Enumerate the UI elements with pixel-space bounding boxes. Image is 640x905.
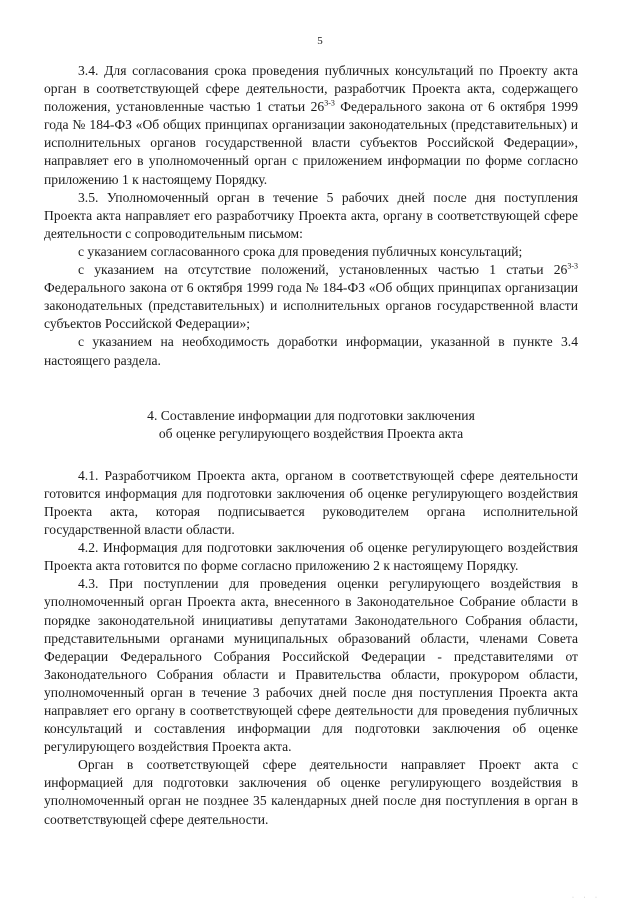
list-item-no-provisions-start: с указанием на отсутствие положений, установленных частью 1 статьи 26 [78, 262, 568, 278]
list-item-no-provisions [44, 261, 578, 333]
paragraph-4-3-continuation: Орган в соответствующей сфере деятельности направляет Проект акта с информацией для подготовки заключения об оценке регулирующего воздействия в уполномоченный орган не позднее 35 календарных дней после дня поступления в орган в соответствующей сфере деятельности. [44, 757, 578, 827]
paragraph-4-3: 4.3. При поступлении для проведения оценки регулирующего воздействия в уполномоченный орган Проекта акта, внесенного в Законодательное Собрание области в порядке законодательной инициативы депутатами Законодательного Собрания области, представительными органами муниципальных образований области, членами Совета Федерации Федерального Собрания Российской Федерации - представителями от Законодательного Собрания области и Правительства области, прокурором области, уполномоченный орган в течение 3 рабочих дней после дня поступления Проекта акта направляет его органу в соответствующей сфере деятельности для проведения публичных консультаций и составления информации для подготовки заключения об оценке регулирующего воздействия Проекта акта. [44, 576, 578, 755]
section-spacer [44, 443, 578, 467]
scan-marks: · · · [572, 895, 601, 901]
section-4-heading-line-1: 4. Составление информации для подготовки заключения [147, 407, 475, 423]
document-body [44, 62, 578, 829]
section-spacer [44, 370, 578, 394]
paragraph-3-5: 3.5. Уполномоченный орган в течение 5 рабочих дней после дня поступления Проекта акта направляет его разработчику Проекта акта, органу в соответствующей сфере деятельности с сопроводительным письмом: [44, 189, 578, 241]
list-item-approved-term: с указанием согласованного срока для проведения публичных консультаций; [78, 243, 523, 259]
section-4-heading-line-2: об оценке регулирующего воздействия Проекта акта [158, 425, 464, 441]
paragraph-3-4-text-start: 3.4. Для согласования срока проведения публичных консультаций по Проекту акта орган в соответствующей сфере деятельности, разработчик Проекта акта, содержащего положения, установленные частью 1 статьи 26 [44, 63, 578, 115]
page-number: 5 [317, 35, 323, 47]
list-item-revision: с указанием на необходимость доработки информации, указанной в пункте 3.4 настоящего раздела. [44, 334, 578, 368]
paragraph-3-4 [44, 62, 578, 189]
paragraph-4-1: 4.1. Разработчиком Проекта акта, органом в соответствующей сфере деятельности готовится информация для подготовки заключения об оценке регулирующего воздействия Проекта акта, которая подписывается руководителем органа исполнительной государственной власти области. [44, 467, 578, 538]
article-superscript: 3-3 [567, 261, 578, 271]
paragraph-4-2: 4.2. Информация для подготовки заключения об оценке регулирующего воздействия Проекта акта готовится по форме согласно приложению 2 к настоящему Порядку. [44, 540, 578, 574]
paragraph-3-4-text-end: Федерального закона от 6 октября 1999 года № 184-ФЗ «Об общих принципах организации законодательных (представительных) и исполнительных органов государственной власти субъектов Российской Федерации», направляет его в уполномоченный орган с приложением информации по форме согласно приложению 1 к настоящему Порядку. [44, 99, 578, 187]
list-item-no-provisions-end: Федерального закона от 6 октября 1999 года № 184-ФЗ «Об общих принципах организации законодательных (представительных) и исполнительных органов государственной власти субъектов Российской Федерации»; [44, 280, 578, 332]
article-superscript: 3-3 [324, 98, 335, 108]
section-4-heading [44, 407, 578, 443]
